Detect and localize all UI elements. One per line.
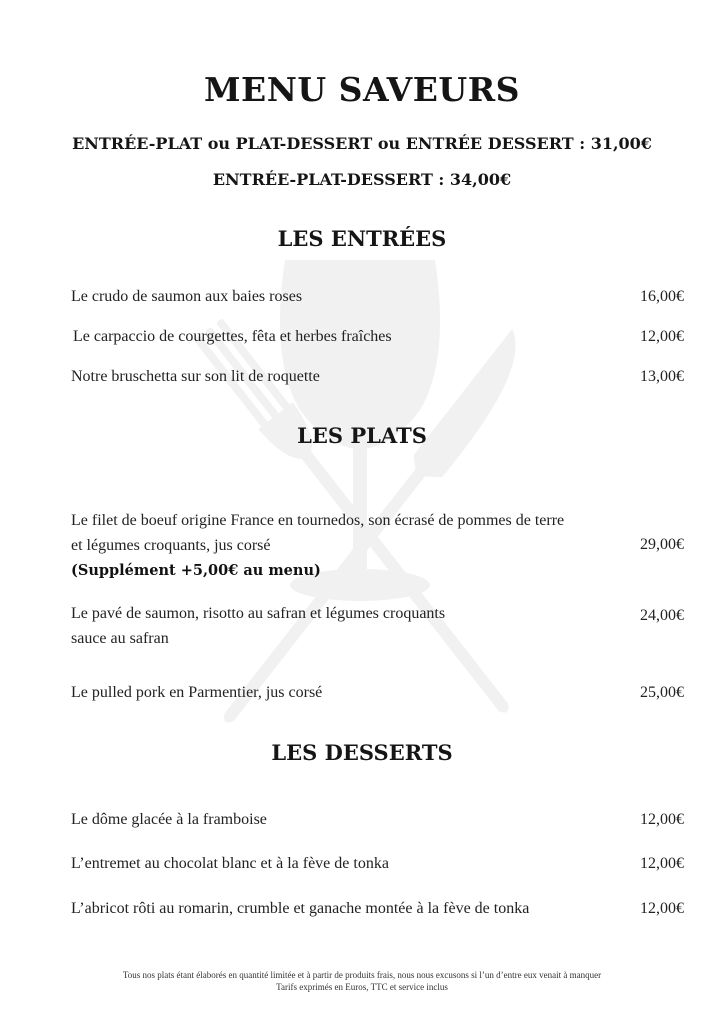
item-name: Le carpaccio de courgettes, fêta et herbes fraîches	[73, 328, 392, 345]
menu-item	[71, 851, 684, 876]
item-name: L’entremet au chocolat blanc et à la fève de tonka	[71, 855, 389, 872]
menu-item	[71, 680, 684, 705]
item-name: Le pulled pork en Parmentier, jus corsé	[71, 684, 323, 701]
menu-item	[71, 364, 684, 389]
item-price: 24,00€	[640, 607, 684, 624]
section-title-plats: LES PLATS	[297, 423, 427, 448]
menu-title: MENU SAVEURS	[204, 70, 520, 109]
footer-line-pricing: Tarifs exprimés en Euros, TTC et service inclus	[276, 982, 448, 992]
item-name-line2: sauce au safran	[71, 630, 169, 647]
menu-item	[71, 284, 684, 309]
section-title-entrees: LES ENTRÉES	[277, 226, 447, 251]
menu-item	[71, 896, 684, 921]
item-name: L’abricot rôti au romarin, crumble et ganache montée à la fève de tonka	[71, 900, 530, 917]
item-supplement: (Supplément +5,00€ au menu)	[71, 562, 321, 579]
item-price: 12,00€	[640, 900, 684, 917]
item-price: 25,00€	[640, 684, 684, 701]
menu-item	[71, 807, 684, 832]
item-price: 29,00€	[640, 536, 684, 553]
item-name: Notre bruschetta sur son lit de roquette	[71, 368, 320, 385]
menu-item	[71, 508, 684, 583]
section-title-desserts: LES DESSERTS	[271, 740, 453, 765]
item-price: 12,00€	[640, 855, 684, 872]
item-price: 16,00€	[640, 288, 684, 305]
item-price: 12,00€	[640, 328, 684, 345]
offer-three-courses: ENTRÉE-PLAT-DESSERT : 34,00€	[212, 170, 512, 189]
item-price: 13,00€	[640, 368, 684, 385]
menu-item	[73, 324, 684, 349]
item-name: Le crudo de saumon aux baies roses	[71, 288, 303, 305]
footer-line-availability: Tous nos plats étant élaborés en quantité limitée et à partir de produits frais, nous nous excusons si l’un d’entre eux venait à manquer	[122, 970, 602, 980]
item-name-line1: Le pavé de saumon, risotto au safran et légumes croquants	[71, 605, 446, 622]
offer-two-courses: ENTRÉE-PLAT ou PLAT-DESSERT ou ENTRÉE DESSERT : 31,00€	[72, 134, 652, 153]
item-name: Le dôme glacée à la framboise	[71, 811, 267, 828]
item-name-line2: et légumes croquants, jus corsé	[71, 537, 271, 554]
menu-item	[71, 601, 684, 651]
footer-note	[0, 969, 724, 993]
item-name-line1: Le filet de boeuf origine France en tournedos, son écrasé de pommes de terre	[71, 512, 565, 529]
item-price: 12,00€	[640, 811, 684, 828]
